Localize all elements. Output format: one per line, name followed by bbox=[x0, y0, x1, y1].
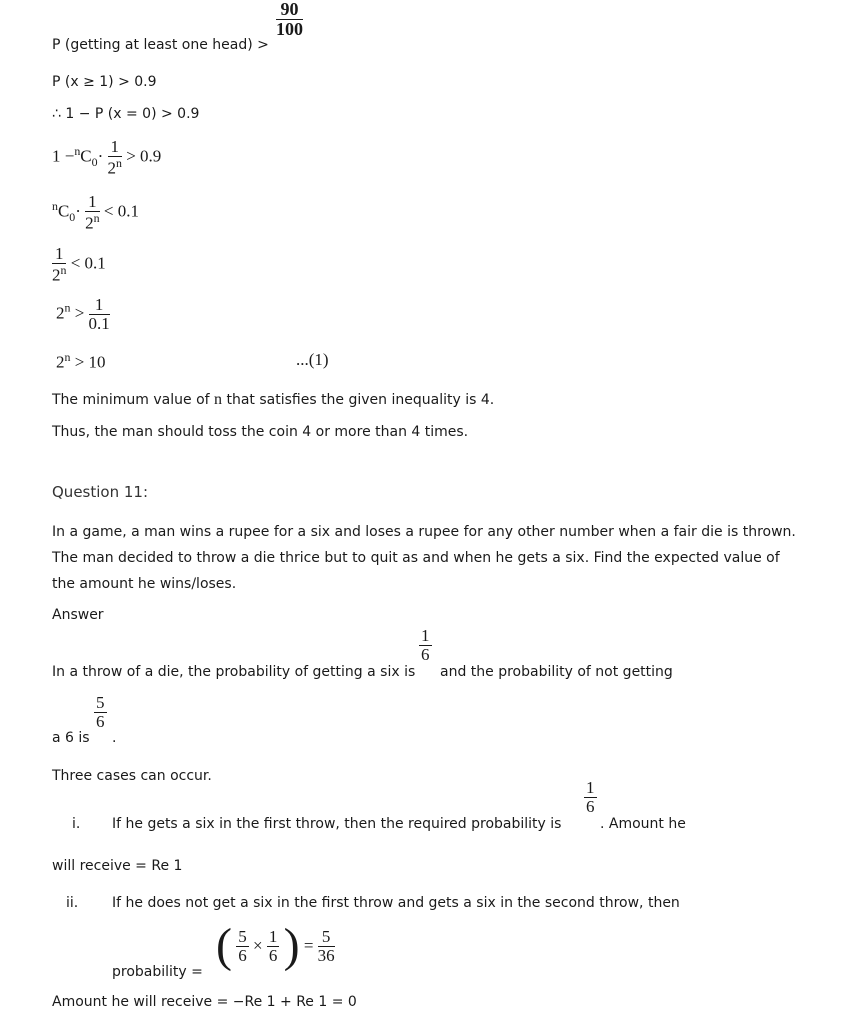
eq3-fraction bbox=[52, 245, 66, 284]
case-i-fraction bbox=[584, 779, 597, 816]
case-i-num: 1 bbox=[586, 778, 595, 797]
eq4-n: n bbox=[64, 300, 71, 315]
prob-six-post: and the probability of not getting bbox=[440, 664, 673, 680]
prob-not-six-num: 5 bbox=[96, 693, 105, 712]
case-ii-label: ii. bbox=[66, 895, 79, 911]
eq2-rhs: < 0.1 bbox=[103, 201, 139, 221]
question-text-line-3: the amount he wins/loses. bbox=[52, 576, 237, 592]
eq4-gt: > bbox=[74, 303, 85, 323]
line-therefore-text: 1 − P (x = 0) > 0.9 bbox=[65, 106, 200, 122]
answer-label: Answer bbox=[52, 607, 104, 623]
eq5-rhs: > 10 bbox=[74, 352, 106, 372]
eq1-one-minus: 1 − bbox=[52, 146, 75, 166]
left-paren: ( bbox=[216, 919, 232, 972]
case-ii-text: If he does not get a six in the first throw and gets a six in the second throw, then bbox=[112, 895, 680, 911]
prob-six-num: 1 bbox=[421, 626, 430, 645]
case-ii-result-num: 5 bbox=[318, 928, 335, 947]
eq2-frac-num: 1 bbox=[85, 193, 99, 212]
eq2-c: C bbox=[57, 201, 70, 221]
eq2-frac-den: 2$^n$ bbox=[85, 210, 100, 233]
eq1-n: n bbox=[74, 143, 81, 158]
case-ii-b-den: 6 bbox=[268, 945, 278, 965]
prob-six-den: 6 bbox=[421, 644, 430, 664]
case-ii-a-num: 5 bbox=[238, 926, 247, 946]
eq2-fraction bbox=[85, 193, 99, 232]
equation-5 bbox=[56, 350, 106, 373]
eq1-c: C bbox=[80, 146, 92, 166]
conclusion-1-text-a: The minimum value of bbox=[52, 392, 210, 408]
case-i-receive: will receive = Re 1 bbox=[52, 858, 183, 874]
eq3-rhs: < 0.1 bbox=[70, 253, 106, 273]
eq1-rhs: > 0.9 bbox=[126, 146, 162, 166]
prob-six-fraction bbox=[419, 627, 432, 664]
case-ii-prob-label: probability = bbox=[112, 964, 203, 980]
question-text-line-1: In a game, a man wins a rupee for a six and loses a rupee for any other number when a fair die is thrown. bbox=[52, 524, 796, 540]
case-ii-receive: Amount he will receive = −Re 1 + Re 1 = 0 bbox=[52, 994, 357, 1010]
eq4-frac-num: 1 bbox=[89, 296, 110, 315]
prob-not-six-fraction bbox=[94, 694, 107, 731]
case-ii-a-den: 6 bbox=[238, 945, 247, 965]
eq1-frac-den: 2$^n$ bbox=[107, 155, 122, 178]
eq5-n: n bbox=[64, 350, 71, 364]
eq1-dot: · bbox=[97, 146, 104, 166]
prob-six-text: In a throw of a die, the probability of getting a six is bbox=[52, 664, 416, 680]
eq4-two: 2 bbox=[56, 303, 65, 323]
equation-4 bbox=[56, 296, 110, 333]
line-therefore bbox=[52, 106, 199, 122]
eq3-frac-num: 1 bbox=[52, 245, 66, 264]
case-i-label: i. bbox=[72, 816, 81, 832]
three-cases: Three cases can occur. bbox=[52, 768, 212, 784]
question-text-line-2: The man decided to throw a die thrice but to quit as and when he gets a six. Find the expected value of bbox=[52, 550, 780, 566]
therefore-symbol: ∴ bbox=[52, 106, 61, 122]
eq2-n: n bbox=[52, 198, 58, 213]
eq1-frac-num: 1 bbox=[108, 138, 122, 157]
conclusion-1-text-b: that satisfies the given inequality is 4. bbox=[226, 392, 495, 408]
equation-3 bbox=[52, 245, 106, 284]
eq2-zero: 0 bbox=[69, 209, 76, 224]
times-sign: × bbox=[252, 936, 263, 955]
case-ii-expression bbox=[216, 919, 335, 972]
conclusion-line-2: Thus, the man should toss the coin 4 or more than 4 times. bbox=[52, 424, 469, 440]
conclusion-line-1 bbox=[52, 391, 494, 409]
eq4-fraction bbox=[89, 296, 110, 333]
right-paren: ) bbox=[283, 919, 300, 972]
case-ii-result-den: 36 bbox=[317, 945, 335, 965]
eq1-fraction bbox=[108, 138, 122, 177]
equation-1 bbox=[52, 138, 161, 177]
line-p-x-ge-1: P (x ≥ 1) > 0.9 bbox=[52, 74, 157, 90]
prob-not-six-text: a 6 is bbox=[52, 730, 90, 746]
case-i-den: 6 bbox=[586, 796, 595, 816]
eq1-zero: 0 bbox=[91, 154, 98, 169]
case-ii-b-num: 1 bbox=[268, 926, 278, 946]
eq5-two: 2 bbox=[56, 352, 65, 372]
prob-not-six-den: 6 bbox=[96, 711, 105, 731]
conclusion-1-n: n bbox=[214, 391, 223, 408]
eq2-dot: · bbox=[75, 201, 81, 221]
equation-reference: ...(1) bbox=[296, 350, 329, 369]
equation-2 bbox=[52, 193, 139, 232]
fraction-numerator: 90 bbox=[276, 0, 303, 20]
prob-not-six-period: . bbox=[112, 730, 117, 746]
question-heading: Question 11: bbox=[52, 483, 148, 501]
fraction-denominator: 100 bbox=[276, 18, 303, 39]
case-i-text: If he gets a six in the first throw, then the required probability is bbox=[112, 816, 562, 832]
eq3-frac-den: 2$^n$ bbox=[52, 262, 67, 285]
case-i-post: . Amount he bbox=[600, 816, 686, 832]
fraction-90-100 bbox=[276, 0, 303, 39]
eq4-frac-den: 0.1 bbox=[88, 313, 110, 333]
p-at-least-one-head: P (getting at least one head) > bbox=[52, 37, 269, 53]
equals-sign: = bbox=[303, 936, 314, 955]
